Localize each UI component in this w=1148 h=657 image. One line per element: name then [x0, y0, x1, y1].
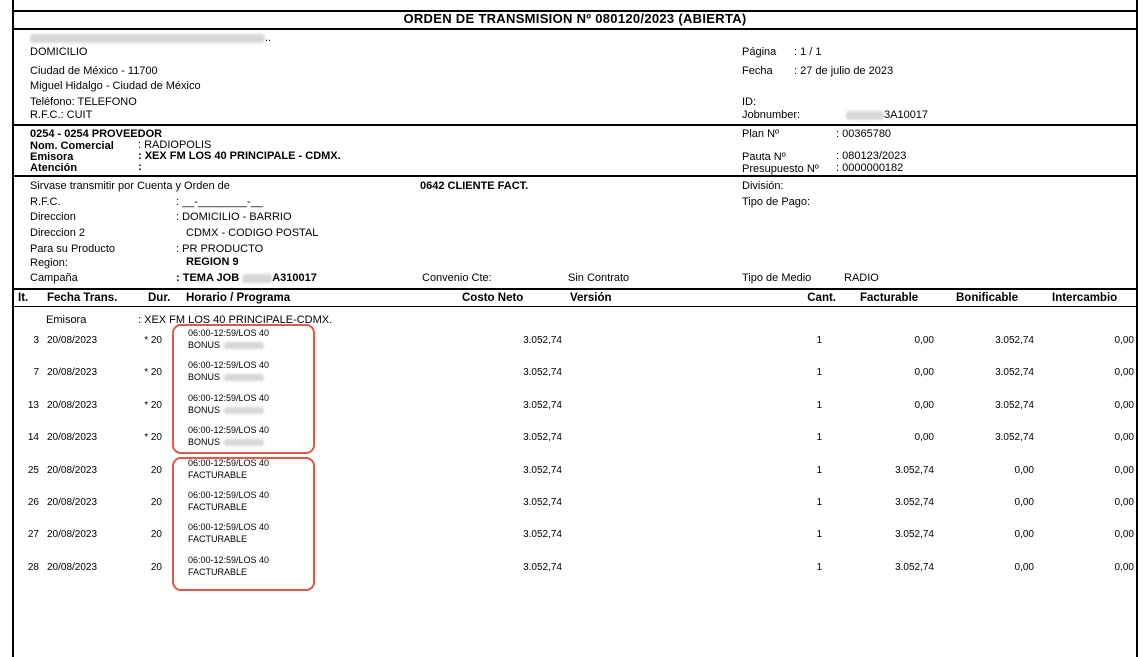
- row-dur: 20: [150, 562, 162, 573]
- row-fecha: 20/08/2023: [47, 529, 98, 540]
- direccion-value: : DOMICILIO - BARRIO: [176, 211, 292, 223]
- col-header-facturable: Facturable: [860, 292, 919, 304]
- row-intercambio: 0,00: [1114, 432, 1134, 443]
- col-header-intercambio: Intercambio: [1052, 292, 1118, 304]
- row-horario-programa: 06:00-12:59/LOS 40: [188, 328, 270, 338]
- row-intercambio: 0,00: [1114, 497, 1134, 508]
- row-costo-neto: 3.052,74: [523, 432, 562, 443]
- col-header-fecha: Fecha Trans.: [47, 292, 118, 304]
- row-it: 3: [33, 335, 39, 346]
- row-fecha: 20/08/2023: [47, 335, 98, 346]
- row-fecha: 20/08/2023: [47, 465, 98, 476]
- row-dur: 20: [150, 529, 162, 540]
- division-label: División:: [742, 180, 784, 192]
- rfc-label: R.F.C.: [30, 196, 61, 208]
- convenio-value: Sin Contrato: [568, 272, 630, 284]
- pauta-value: : 080123/2023: [836, 150, 907, 162]
- sirvase-text: Sirvase transmitir por Cuenta y Orden de: [30, 180, 230, 192]
- row-horario-programa: 06:00-12:59/LOS 40: [188, 555, 270, 565]
- row-costo-neto: 3.052,74: [523, 335, 562, 346]
- region-label: Region:: [30, 257, 68, 269]
- row-intercambio: 0,00: [1114, 400, 1134, 411]
- presupuesto-value: : 0000000182: [836, 162, 904, 174]
- company-address-line: Miguel Hidalgo - Ciudad de México: [30, 80, 201, 92]
- facturable-highlight-box: [172, 457, 315, 591]
- row-dur: 20: [150, 497, 162, 508]
- row-horario-programa: 06:00-12:59/LOS 40: [188, 522, 270, 532]
- header-divider: [14, 306, 1136, 307]
- table-emisora-label: Emisora: [46, 314, 87, 326]
- fecha-label: Fecha: [742, 65, 773, 77]
- row-costo-neto: 3.052,74: [523, 497, 562, 508]
- row-bonificable: 0,00: [1014, 497, 1034, 508]
- row-intercambio: 0,00: [1114, 367, 1134, 378]
- company-address-line: R.F.C.: CUIT: [30, 109, 93, 121]
- campana-label: Campaña: [30, 272, 78, 284]
- redacted-jobnumber-prefix: [846, 111, 884, 120]
- bonus-highlight-box: [172, 324, 315, 454]
- row-tipo-label: BONUS: [188, 405, 221, 415]
- fecha-value: : 27 de julio de 2023: [794, 65, 894, 77]
- row-it: 26: [27, 497, 39, 508]
- row-fecha: 20/08/2023: [47, 432, 98, 443]
- row-dur: * 20: [144, 400, 162, 411]
- tipo-medio-label: Tipo de Medio: [742, 272, 812, 284]
- row-bonificable: 0,00: [1014, 562, 1034, 573]
- nom-comercial-label: Nom. Comercial: [30, 140, 114, 152]
- row-intercambio: 0,00: [1114, 335, 1134, 346]
- row-intercambio: 0,00: [1114, 465, 1134, 476]
- col-header-bonificable: Bonificable: [956, 292, 1018, 304]
- row-facturable: 3.052,74: [895, 562, 934, 573]
- col-header-dur: Dur.: [148, 292, 171, 304]
- row-it: 13: [27, 400, 39, 411]
- company-address-line: Ciudad de México - 11700: [30, 65, 158, 77]
- col-header-cant: Cant.: [807, 292, 836, 304]
- redacted-campana-code: [242, 274, 272, 283]
- row-dur: * 20: [144, 367, 162, 378]
- row-bonificable: 3.052,74: [995, 432, 1034, 443]
- row-costo-neto: 3.052,74: [523, 529, 562, 540]
- company-address-line: DOMICILIO: [30, 46, 88, 58]
- nom-comercial-value: : RADIOPOLIS: [138, 139, 212, 151]
- atencion-label: Atención: [30, 162, 78, 174]
- row-cant: 1: [816, 400, 822, 411]
- row-it: 28: [27, 562, 39, 573]
- row-facturable: 3.052,74: [895, 465, 934, 476]
- row-tipo-label: FACTURABLE: [188, 502, 248, 512]
- section-divider: [14, 175, 1136, 177]
- producto-value: : PR PRODUCTO: [176, 243, 264, 255]
- row-facturable: 0,00: [914, 400, 934, 411]
- campana-suffix: A310017: [272, 272, 317, 284]
- row-bonificable: 3.052,74: [995, 400, 1034, 411]
- row-bonificable: 0,00: [1014, 529, 1034, 540]
- convenio-label: Convenio Cte:: [422, 272, 492, 284]
- col-header-it: It.: [18, 292, 29, 304]
- jobnumber-label: Jobnumber:: [742, 109, 801, 121]
- row-tipo-label: FACTURABLE: [188, 534, 248, 544]
- atencion-value: :: [138, 161, 142, 173]
- tipo-pago-label: Tipo de Pago:: [742, 196, 811, 208]
- row-tipo-label: BONUS: [188, 340, 221, 350]
- row-it: 14: [27, 432, 39, 443]
- row-cant: 1: [816, 562, 822, 573]
- row-tipo-label: BONUS: [188, 372, 221, 382]
- plan-label: Plan Nº: [742, 128, 780, 140]
- jobnumber-suffix: 3A10017: [884, 109, 929, 121]
- row-intercambio: 0,00: [1114, 529, 1134, 540]
- emisora-label: Emisora: [30, 151, 74, 163]
- row-cant: 1: [816, 529, 822, 540]
- transmission-order-document: [12, 0, 1138, 657]
- row-costo-neto: 3.052,74: [523, 562, 562, 573]
- row-tipo-label: FACTURABLE: [188, 470, 248, 480]
- row-it: 7: [33, 367, 39, 378]
- row-costo-neto: 3.052,74: [523, 400, 562, 411]
- row-horario-programa: 06:00-12:59/LOS 40: [188, 425, 270, 435]
- plan-value: : 00365780: [836, 128, 892, 140]
- row-horario-programa: 06:00-12:59/LOS 40: [188, 490, 270, 500]
- jobnumber-value: [846, 109, 928, 122]
- row-dur: 20: [150, 465, 162, 476]
- row-facturable: 0,00: [914, 335, 934, 346]
- redacted-company-name: [30, 34, 265, 43]
- tipo-medio-value: RADIO: [844, 272, 879, 284]
- campana-prefix: : TEMA JOB: [176, 272, 243, 284]
- col-header-costo: Costo Neto: [462, 292, 524, 304]
- row-horario-programa: 06:00-12:59/LOS 40: [188, 360, 270, 370]
- row-fecha: 20/08/2023: [47, 367, 98, 378]
- row-bonificable: 0,00: [1014, 465, 1034, 476]
- row-fecha: 20/08/2023: [47, 562, 98, 573]
- row-facturable: 3.052,74: [895, 497, 934, 508]
- direccion2-label: Direccion 2: [30, 227, 86, 239]
- row-cant: 1: [816, 432, 822, 443]
- row-horario-programa: 06:00-12:59/LOS 40: [188, 458, 270, 468]
- col-header-horario: Horario / Programa: [186, 292, 291, 304]
- pauta-label: Pauta Nº: [742, 151, 786, 163]
- section-divider: [14, 124, 1136, 126]
- row-tipo-label: FACTURABLE: [188, 567, 248, 577]
- row-facturable: 3.052,74: [895, 529, 934, 540]
- row-it: 25: [27, 465, 39, 476]
- company-address-line: Teléfono: TELEFONO: [30, 96, 137, 108]
- row-bonificable: 3.052,74: [995, 367, 1034, 378]
- emisora-value: : XEX FM LOS 40 PRINCIPALE - CDMX.: [138, 150, 341, 162]
- row-dur: * 20: [144, 335, 162, 346]
- presupuesto-label: Presupuesto Nº: [742, 163, 819, 175]
- col-header-version: Versión: [570, 292, 612, 304]
- row-fecha: 20/08/2023: [47, 400, 98, 411]
- row-bonificable: 3.052,74: [995, 335, 1034, 346]
- company-name-suffix: ..: [265, 32, 272, 44]
- row-facturable: 0,00: [914, 432, 934, 443]
- document-title: ORDEN DE TRANSMISION Nº 080120/2023 (ABIERTA): [14, 10, 1136, 30]
- provider-code: 0254 - 0254 PROVEEDOR: [30, 128, 163, 140]
- direccion2-value: CDMX - CODIGO POSTAL: [186, 227, 319, 239]
- row-horario-programa: 06:00-12:59/LOS 40: [188, 393, 270, 403]
- direccion-label: Direccion: [30, 211, 76, 223]
- row-cant: 1: [816, 465, 822, 476]
- campana-value: [176, 272, 317, 285]
- row-facturable: 0,00: [914, 367, 934, 378]
- row-cant: 1: [816, 367, 822, 378]
- pagina-value: : 1 / 1: [794, 46, 822, 58]
- row-cant: 1: [816, 335, 822, 346]
- row-dur: * 20: [144, 432, 162, 443]
- table-emisora-value: : XEX FM LOS 40 PRINCIPALE-CDMX.: [138, 314, 333, 326]
- row-intercambio: 0,00: [1114, 562, 1134, 573]
- row-tipo-label: BONUS: [188, 437, 221, 447]
- row-costo-neto: 3.052,74: [523, 465, 562, 476]
- rfc-value: : __-________-__: [176, 196, 263, 208]
- section-divider: [14, 288, 1136, 290]
- pagina-label: Página: [742, 46, 777, 58]
- row-cant: 1: [816, 497, 822, 508]
- client-name: 0642 CLIENTE FACT.: [420, 180, 529, 192]
- row-it: 27: [27, 529, 39, 540]
- row-fecha: 20/08/2023: [47, 497, 98, 508]
- region-value: REGION 9: [186, 256, 239, 268]
- company-name: [30, 32, 271, 45]
- producto-label: Para su Producto: [30, 243, 115, 255]
- id-label: ID:: [742, 96, 757, 108]
- row-costo-neto: 3.052,74: [523, 367, 562, 378]
